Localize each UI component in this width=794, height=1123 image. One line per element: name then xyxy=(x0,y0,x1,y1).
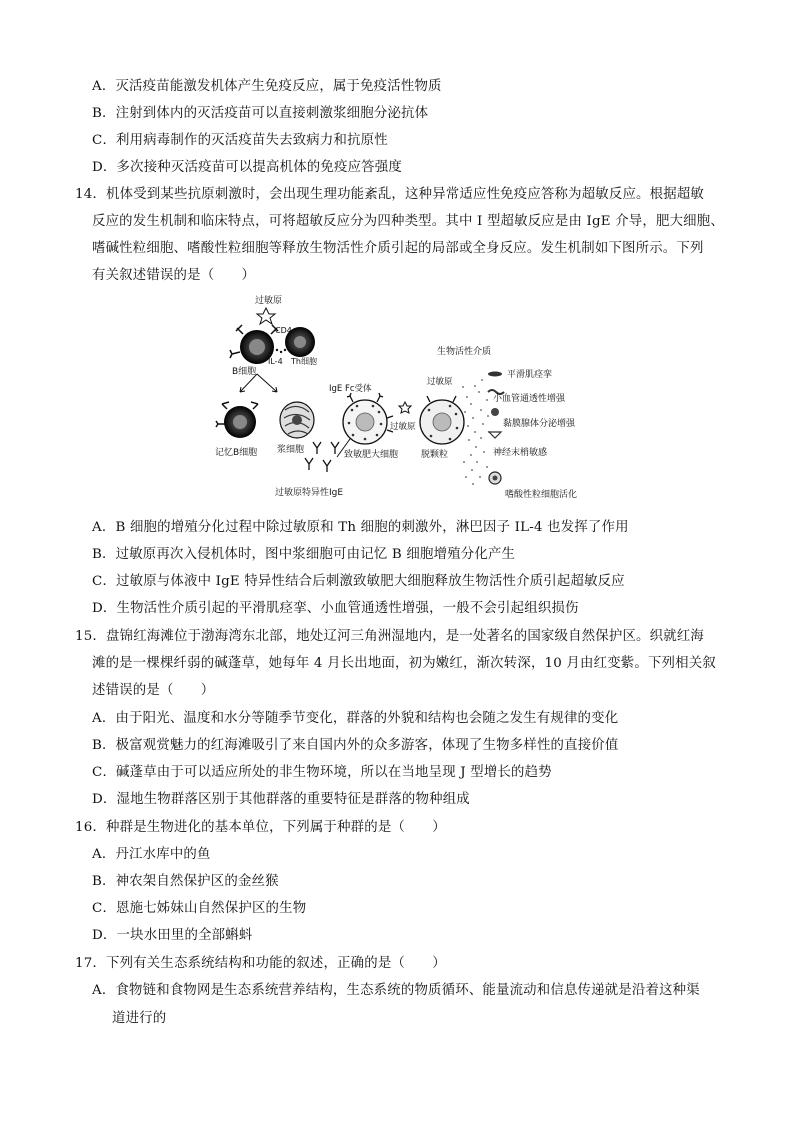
q16-option-b: B．神农架自然保护区的金丝猴 xyxy=(92,874,279,889)
q13-option-a: A．灭活疫苗能激发机体产生免疫反应，属于免疫活性物质 xyxy=(92,79,442,94)
label-allergen-mid: 过敏原 xyxy=(390,422,416,432)
label-effect-eosinophil: 嗜酸性粒细胞活化 xyxy=(505,490,578,500)
label-effect-vascular: 小血管通透性增强 xyxy=(493,394,566,404)
label-sensitized-mast-cell: 致敏肥大细胞 xyxy=(344,450,399,460)
q15-option-a: A．由于阳光、温度和水分等随季节变化，群落的外貌和结构也会随之发生有规律的变化 xyxy=(92,711,619,726)
q17-stem: 17．下列有关生态系统结构和功能的叙述，正确的是（ ） xyxy=(75,956,446,971)
q14-option-c: C．过敏原与体液中 IgE 特异性结合后刺激致敏肥大细胞释放生物活性介质引起超敏反应 xyxy=(92,574,625,589)
q14-stem-line2: 反应的发生机制和临床特点，可将超敏反应分为四种类型。其中 I 型超敏反应是由 IgE 介导，肥大细胞、 xyxy=(92,214,724,229)
label-allergen-top: 过敏原 xyxy=(255,296,283,306)
q15-option-c: C．碱蓬草由于可以适应所处的非生物环境，所以在当地呈现 J 型增长的趋势 xyxy=(92,765,552,780)
granule-spray xyxy=(462,379,490,485)
label-cd4: CD4 xyxy=(275,326,292,335)
q14-option-b: B．过敏原再次入侵机体时，图中浆细胞可由记忆 B 细胞增殖分化产生 xyxy=(92,547,516,562)
q15-stem-line2: 滩的是一棵棵纤弱的碱蓬草，她每年 4 月长出地面，初为嫩红，渐次转深，10 月由红变紫。下列相关叙 xyxy=(92,656,716,671)
label-effect-mucosal: 黏膜腺体分泌增强 xyxy=(503,419,576,429)
label-b-cell: B细胞 xyxy=(232,367,257,377)
ige-antibodies xyxy=(305,442,339,472)
q14-stem-line3: 嗜碱性粒细胞、嗜酸性粒细胞等释放生物活性介质引起的局部或全身反应。发生机制如下图所示。下列 xyxy=(92,241,704,256)
q16-option-c: C．恩施七姊妹山自然保护区的生物 xyxy=(92,901,307,916)
hypersensitivity-mechanism-figure xyxy=(205,292,590,502)
q15-option-d: D．湿地生物群落区别于其他群落的重要特征是群落的物种组成 xyxy=(92,792,470,807)
q14-option-a: A．B 细胞的增殖分化过程中除过敏原和 Th 细胞的刺激外，淋巴因子 IL-4 也发挥了作用 xyxy=(92,520,629,535)
effect-icons xyxy=(488,372,504,485)
q14-option-d: D．生物活性介质引起的平滑肌痉挛、小血管通透性增强，一般不会引起组织损伤 xyxy=(92,601,579,616)
q17-option-a-line1: A．食物链和食物网是生态系统营养结构，生态系统的物质循环、能量流动和信息传递就是沿着这种渠 xyxy=(92,983,700,998)
label-effect-smooth-muscle: 平滑肌痉挛 xyxy=(507,370,553,380)
q16-stem: 16．种群是生物进化的基本单位，下列属于种群的是（ ） xyxy=(75,820,446,835)
label-plasma-cell: 浆细胞 xyxy=(277,445,305,455)
label-mediators-title: 生物活性介质 xyxy=(437,347,492,357)
label-degranulation: 脱颗粒 xyxy=(421,450,449,460)
q14-stem-line1: 14．机体受到某些抗原刺激时，会出现生理功能紊乱，这种异常适应性免疫应答称为超敏反应。根据超敏 xyxy=(75,187,705,202)
il4-dots xyxy=(276,349,286,353)
q15-stem-line3: 述错误的是（ ） xyxy=(92,683,215,698)
label-specific-ige: 过敏原特异性IgE xyxy=(275,488,344,498)
q15-option-b: B．极富观赏魅力的红海滩吸引了来自国内外的众多游客，体现了生物多样性的直接价值 xyxy=(92,738,619,753)
allergen-mid-icon xyxy=(399,402,411,413)
q13-option-b: B．注射到体内的灭活疫苗可以直接刺激浆细胞分泌抗体 xyxy=(92,106,429,121)
q13-option-c: C．利用病毒制作的灭活疫苗失去致病力和抗原性 xyxy=(92,133,388,148)
sensitized-mast-cell xyxy=(343,393,393,444)
plasma-cell xyxy=(280,402,314,438)
allergen-icon xyxy=(257,308,275,324)
q16-option-a: A．丹江水库中的鱼 xyxy=(92,847,211,862)
label-allergen-right: 过敏原 xyxy=(427,377,453,387)
degranulating-cell xyxy=(420,396,464,444)
label-memory-b-cell: 记忆B细胞 xyxy=(215,448,258,458)
label-il4: IL-4 xyxy=(268,357,283,366)
memory-b-cell xyxy=(216,402,258,438)
q17-option-a-line2: 道进行的 xyxy=(112,1011,167,1026)
q16-option-d: D．一块水田里的全部蝌蚪 xyxy=(92,928,253,943)
label-th-cell: Th细胞 xyxy=(291,357,317,366)
label-ige-fc-receptor: IgE Fc受体 xyxy=(329,384,372,394)
q15-stem-line1: 15．盘锦红海滩位于渤海湾东北部，地处辽河三角洲湿地内，是一处著名的国家级自然保护区。织就红海 xyxy=(75,629,705,644)
q13-option-d: D．多次接种灭活疫苗可以提高机体的免疫应答强度 xyxy=(92,160,402,175)
label-effect-nerve: 神经末梢敏感 xyxy=(493,448,548,458)
q14-stem-line4: 有关叙述错误的是（ ） xyxy=(92,268,256,283)
